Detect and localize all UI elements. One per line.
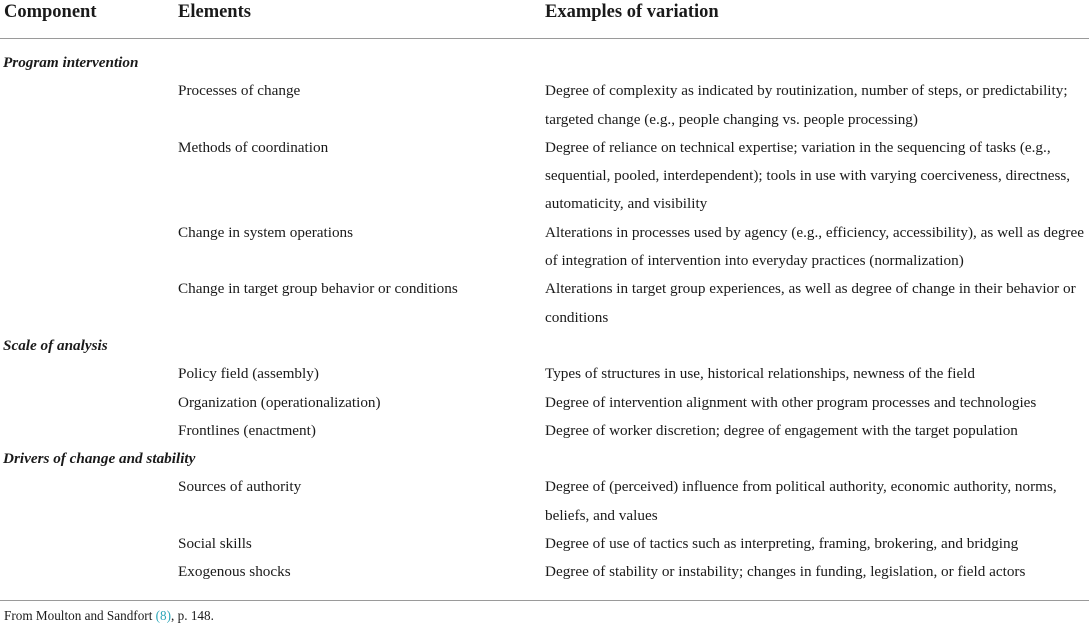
- table-row: [0, 219, 1089, 276]
- table-row: [0, 360, 1089, 388]
- header-examples: Examples of variation: [545, 0, 1089, 39]
- table-row: [0, 558, 1089, 597]
- reference-link[interactable]: (8): [155, 608, 172, 623]
- header-row: [0, 0, 1089, 39]
- table-footnote: [4, 607, 214, 625]
- example-cell: Alterations in target group experiences, as well as degree of change in their behavior or conditions: [545, 280, 1076, 326]
- example-cell: Degree of use of tactics such as interpreting, framing, brokering, and bridging: [545, 535, 1019, 553]
- element-cell: Change in system operations: [178, 223, 354, 241]
- section-row: [0, 49, 1089, 77]
- element-cell: Frontlines (enactment): [178, 421, 316, 439]
- example-cell: Types of structures in use, historical relationships, newness of the field: [545, 365, 975, 383]
- section-row: [0, 445, 1089, 473]
- header-component: Component: [0, 0, 178, 39]
- example-cell: Degree of intervention alignment with other program processes and technologies: [545, 393, 1037, 411]
- section-row: [0, 332, 1089, 360]
- footnote-suffix: , p. 148.: [171, 608, 214, 623]
- element-cell: Processes of change: [178, 82, 301, 100]
- table-row: [0, 389, 1089, 417]
- element-cell: Exogenous shocks: [178, 563, 291, 581]
- element-cell: Methods of coordination: [178, 138, 329, 156]
- section-title: Program intervention: [3, 54, 139, 71]
- table-row: [0, 473, 1089, 530]
- example-cell: Degree of (perceived) influence from political authority, economic authority, norms, beliefs, and values: [545, 478, 1057, 524]
- element-cell: Organization (operationalization): [178, 393, 381, 411]
- table-row: [0, 134, 1089, 219]
- element-cell: Social skills: [178, 535, 252, 553]
- header-elements: Elements: [178, 0, 545, 39]
- table-row: [0, 275, 1089, 332]
- section-title: Drivers of change and stability: [3, 450, 196, 468]
- element-cell: Policy field (assembly): [178, 365, 319, 383]
- example-cell: Degree of reliance on technical expertise; variation in the sequencing of tasks (e.g., sequential, pooled, interdependent); tools in use with varying coerciveness, directness, automaticity, and visibility: [545, 138, 1071, 213]
- section-title: Scale of analysis: [3, 336, 108, 354]
- table-body: [0, 39, 1089, 598]
- table-row: [0, 417, 1089, 445]
- example-cell: Alterations in processes used by agency (e.g., efficiency, accessibility), as well as degree of integration of intervention into everyday practices (normalization): [545, 223, 1084, 270]
- element-cell: Sources of authority: [178, 478, 302, 496]
- table-bottom-rule: [0, 600, 1089, 601]
- example-cell: Degree of worker discretion; degree of engagement with the target population: [545, 421, 1018, 439]
- example-cell: Degree of complexity as indicated by routinization, number of steps, or predictability; targeted change (e.g., people changing vs. people processing): [545, 82, 1068, 128]
- table-row: [0, 77, 1089, 134]
- footnote-text: From Moulton and Sandfort: [4, 608, 156, 623]
- table-row: [0, 530, 1089, 558]
- example-cell: Degree of stability or instability; changes in funding, legislation, or field actors: [545, 563, 1026, 581]
- element-cell: Change in target group behavior or conditions: [178, 280, 458, 298]
